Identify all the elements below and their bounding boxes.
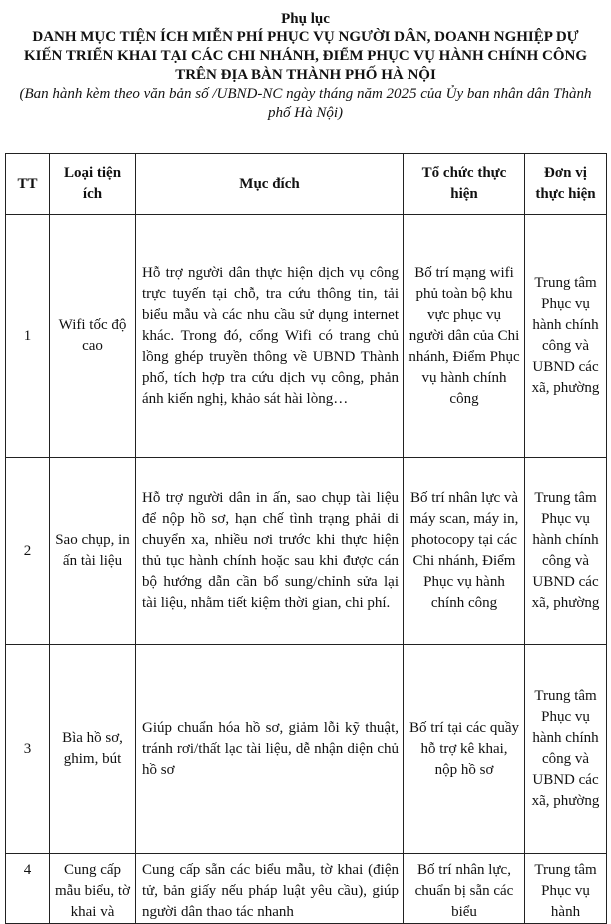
table-row [6,854,607,924]
cell-type: Cung cấp mẫu biểu, tờ khai và [50,854,136,924]
table-header-row [6,154,607,215]
header-type: Loại tiện ích [50,154,136,215]
header-purpose: Mục đích [136,154,404,215]
cell-tt: 4 [6,854,50,924]
utilities-table [5,153,607,924]
cell-org: Bố trí tại các quầy hỗ trợ kê khai, nộp hồ sơ [404,645,525,854]
appendix-label: Phụ lục [281,11,330,27]
header-tt: TT [6,154,50,215]
cell-unit: Trung tâm Phục vụ hành chính công và UBND các xã, phường [525,215,607,458]
table-row [6,215,607,458]
header-org: Tổ chức thực hiện [404,154,525,215]
document-title: DANH MỤC TIỆN ÍCH MIỄN PHÍ PHỤC VỤ NGƯỜI DÂN, DOANH NGHIỆP DỰ KIẾN TRIỂN KHAI TẠI CÁC CHI NHÁNH, ĐIỂM PHỤC VỤ HÀNH CHÍNH CÔNG TRÊN ĐỊA BÀN THÀNH PHỐ HÀ NỘI [24,29,587,83]
cell-unit: Trung tâm Phục vụ hành chính công và UBND các xã, phường [525,458,607,645]
table-row [6,645,607,854]
cell-purpose: Hỗ trợ người dân thực hiện dịch vụ công trực tuyến tại chỗ, tra cứu thông tin, tải biểu mẫu và các nhu cầu sử dụng internet khác. Trong đó, cổng Wifi có trang chủ lồng ghép truyền thông về UBND Thành phố, tích hợp tra cứu dịch vụ công, phản ánh kiến nghị, khảo sát hài lòng… [136,215,404,458]
document-header [0,10,611,123]
cell-unit: Trung tâm Phục vụ hành chính công và UBND các xã, phường [525,645,607,854]
cell-tt: 3 [6,645,50,854]
cell-type: Wifi tốc độ cao [50,215,136,458]
cell-org: Bố trí nhân lực, chuẩn bị sẵn các biểu [404,854,525,924]
cell-org: Bố trí nhân lực và máy scan, máy in, photocopy tại các Chi nhánh, Điểm Phục vụ hành chính công [404,458,525,645]
cell-tt: 1 [6,215,50,458]
cell-org: Bố trí mạng wifi phủ toàn bộ khu vực phục vụ người dân của Chi nhánh, Điểm Phục vụ hành chính công [404,215,525,458]
cell-type: Bìa hồ sơ, ghim, bút [50,645,136,854]
header-unit: Đơn vị thực hiện [525,154,607,215]
cell-unit: Trung tâm Phục vụ hành [525,854,607,924]
cell-purpose: Giúp chuẩn hóa hồ sơ, giảm lỗi kỹ thuật, tránh rơi/thất lạc tài liệu, dễ nhận diện chủ hồ sơ [136,645,404,854]
document-subtitle: (Ban hành kèm theo văn bản số /UBND-NC ngày tháng năm 2025 của Ủy ban nhân dân Thành phố Hà Nội) [19,86,592,121]
table-row [6,458,607,645]
cell-purpose: Hỗ trợ người dân in ấn, sao chụp tài liệu để nộp hồ sơ, hạn chế tình trạng phải di chuyển xa, nhiều nơi trước khi thực hiện thủ tục hành chính hoặc sau khi được cán bộ hướng dẫn cần bổ sung/chỉnh sửa lại tài liệu, nhằm tiết kiệm thời gian, chi phí. [136,458,404,645]
cell-purpose: Cung cấp sẵn các biểu mẫu, tờ khai (điện tử, bản giấy nếu pháp luật yêu cầu), giúp người dân thao tác nhanh [136,854,404,924]
cell-type: Sao chụp, in ấn tài liệu [50,458,136,645]
cell-tt: 2 [6,458,50,645]
